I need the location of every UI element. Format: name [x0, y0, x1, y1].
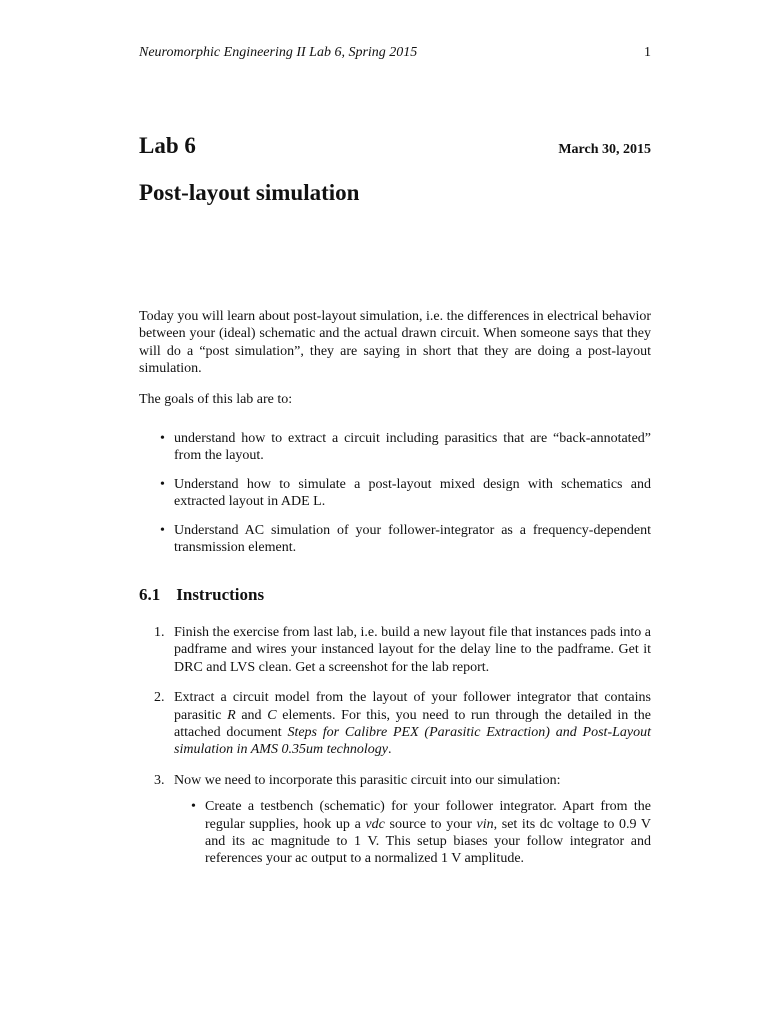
- page-number: 1: [644, 45, 651, 60]
- section-heading: [139, 586, 651, 603]
- variable-c: C: [267, 707, 277, 723]
- chapter-heading: [139, 133, 651, 159]
- item-text: Finish the exercise from last lab, i.e. build a new layout file that instances pads into a padframe and wires your instanced layout for the delay line to the padframe. Get it DRC and LVS clean. Get a screenshot for the lab report.: [174, 624, 651, 675]
- item-number: 3.: [154, 772, 165, 788]
- item-text: .: [388, 742, 392, 758]
- list-item: [139, 624, 651, 676]
- variable-vdc: vdc: [365, 816, 385, 832]
- sub-list: [174, 798, 651, 868]
- running-header: [139, 45, 651, 61]
- goals-list: [139, 430, 651, 556]
- chapter-title: Post-layout simulation: [139, 180, 360, 205]
- variable-r: R: [227, 707, 236, 723]
- item-text: elements. For this, you need to run through the detailed in the attached document: [174, 707, 651, 740]
- section-title: Instructions: [176, 585, 265, 605]
- list-item: • Understand how to simulate a post-layout mixed design with schematics and extracted layout in ADE L.: [139, 476, 651, 511]
- item-text: Create a testbench (schematic) for your follower integrator. Apart from the regular supplies, hook up a: [205, 799, 651, 832]
- chapter-date: March 30, 2015: [558, 142, 651, 157]
- list-item: • understand how to extract a circuit including parasitics that are “back-annotated” from the layout.: [139, 430, 651, 465]
- item-text: and: [235, 707, 268, 723]
- intro-paragraph: Today you will learn about post-layout simulation, i.e. the differences in electrical behavior between your (ideal) schematic and the actual drawn circuit. When someone says that they will do a “post simulation”, they are saying in short that they are doing a post-layout simulation.: [139, 309, 651, 377]
- list-item: [174, 798, 651, 868]
- item-text: , set its dc voltage to 0.9 V and its ac magnitude to 1 V. This setup biases your follow integrator and references your ac output to a normalized 1 V amplitude.: [205, 816, 651, 867]
- instructions-list: [139, 624, 651, 868]
- item-text: source to your: [384, 816, 477, 832]
- item-number: 1.: [154, 624, 165, 640]
- goals-lead: The goals of this lab are to:: [139, 391, 293, 407]
- list-item: • Understand AC simulation of your follower-integrator as a frequency-dependent transmission element.: [139, 522, 651, 557]
- referenced-document-title: Steps for Calibre PEX (Parasitic Extraction) and Post-Layout simulation in AMS 0.35um technology: [174, 724, 652, 758]
- list-item: [139, 772, 651, 868]
- item-text: Extract a circuit model from the layout of your follower integrator that contains parasitic: [174, 690, 651, 723]
- section-number: 6.1: [139, 585, 161, 605]
- item-text: Now we need to incorporate this parasitic circuit into our simulation:: [174, 772, 561, 788]
- variable-vin: vin: [476, 816, 494, 832]
- chapter-label: Lab 6: [139, 133, 196, 158]
- document-body: [139, 308, 651, 881]
- item-number: 2.: [154, 690, 165, 706]
- list-item: [139, 689, 651, 759]
- running-title: Neuromorphic Engineering II Lab 6, Spring 2015: [139, 45, 418, 60]
